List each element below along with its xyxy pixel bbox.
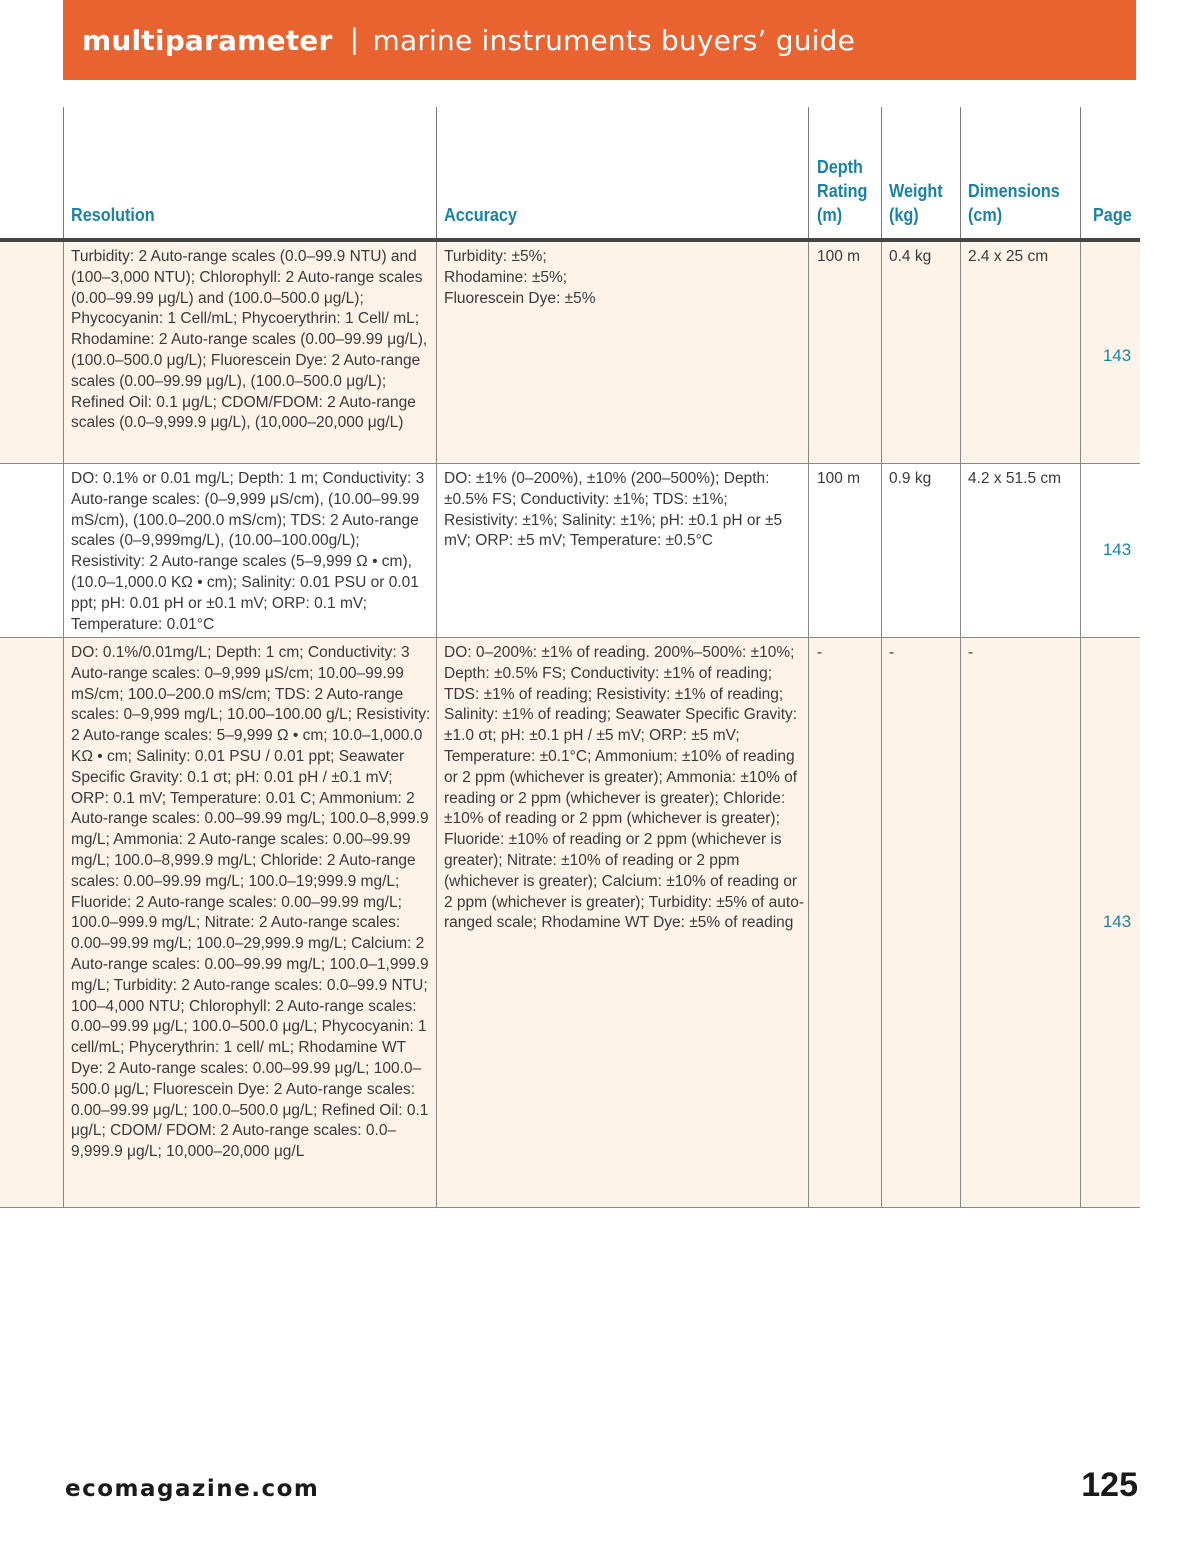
- weight-cell: -: [889, 644, 895, 661]
- depth-cell: -: [817, 644, 823, 661]
- column-header-resolution: Resolution: [71, 205, 155, 225]
- weight-cell: 0.9 kg: [889, 470, 932, 487]
- footer-site: ecomagazine.com: [65, 1476, 320, 1502]
- table-row: [0, 638, 1140, 1208]
- accuracy-cell: DO: 0–200%: ±1% of reading. 200%–500%: ±10%; Depth: ±0.5% FS; Conductivity: ±1% of reading; TDS: ±1% of reading; Resistivity: ±1% of reading; Salinity: ±1% of reading; Seawater Specific Gravity: ±1.0 σt; pH: ±0.1 pH / ±5 mV; ORP: ±5 mV; Temperature: ±0.1°C; Ammonium: ±10% of reading or 2 ppm (whichever is greater); Ammonia: ±10% of reading or 2 ppm (whichever is greater); Chloride: ±10% of reading or 2 ppm (whichever is greater); Fluoride: ±10% of reading or 2 ppm (whichever is greater); Nitrate: ±10% of reading or 2 ppm (whichever is greater); Calcium: ±10% of reading or 2 ppm (whichever is greater); Turbidity: ±5% of auto-ranged scale; Rhodamine WT Dye: ±5% of reading: [444, 644, 804, 932]
- column-header-accuracy: Accuracy: [444, 205, 517, 225]
- dimensions-cell: 2.4 x 25 cm: [968, 248, 1049, 265]
- resolution-cell: DO: 0.1% or 0.01 mg/L; Depth: 1 m; Conductivity: 3 Auto-range scales: (0–9,999 μS/cm), (10.00–99.99 mS/cm), (100.0–200.0 mS/cm); TDS: 2 Auto-range scales (0–9,999mg/L), (10.00–100.00g/L); Resistivity: 2 Auto-range scales (5–9,999 Ω • cm), (10.0–1,000.0 KΩ • cm); Salinity: 0.01 PSU or 0.01 ppt; pH: 0.01 pH or ±0.1 mV; ORP: 0.1 mV; Temperature: 0.01°C: [71, 470, 425, 633]
- table-row: [0, 242, 1140, 464]
- dimensions-cell: -: [968, 644, 974, 661]
- footer-page-number: 125: [1081, 1466, 1138, 1504]
- page-link[interactable]: 143: [1102, 540, 1132, 559]
- column-header-page: Page: [1093, 205, 1132, 225]
- depth-cell: 100 m: [817, 470, 861, 487]
- page-link[interactable]: 143: [1102, 912, 1132, 931]
- spec-table: [0, 107, 1140, 1161]
- column-header-weight: Weight (kg): [889, 181, 943, 225]
- column-header-depth: Depth Rating (m): [817, 157, 868, 225]
- resolution-cell: Turbidity: 2 Auto-range scales (0.0–99.9 NTU) and (100–3,000 NTU); Chlorophyll: 2 Auto-range scales (0.00–99.99 μg/L) and (100.0–500.0 μg/L); Phycocyanin: 1 Cell/mL; Phycoerythrin: 1 Cell/ mL; Rhodamine: 2 Auto-range scales (0.00–99.99 μg/L), (100.0–500.0 μg/L); Fluorescein Dye: 2 Auto-range scales (0.00–99.99 μg/L), (100.0–500.0 μg/L); Refined Oil: 0.1 μg/L; CDOM/FDOM: 2 Auto-range scales (0.0–9,999.9 μg/L), (10,000–20,000 μg/L): [71, 248, 428, 432]
- accuracy-cell: DO: ±1% (0–200%), ±10% (200–500%); Depth: ±0.5% FS; Conductivity: ±1%; TDS: ±1%; Resistivity: ±1%; Salinity: ±1%; pH: ±0.1 pH or ±5 mV; ORP: ±5 mV; Temperature: ±0.5°C: [444, 470, 783, 550]
- depth-cell: 100 m: [817, 248, 861, 265]
- page-link[interactable]: 143: [1102, 346, 1132, 365]
- section-banner: [63, 0, 1136, 80]
- accuracy-cell: Turbidity: ±5%; Rhodamine: ±5%; Fluorescein Dye: ±5%: [444, 248, 596, 307]
- table-row: [0, 464, 1140, 638]
- column-header-dimensions: Dimensions (cm): [968, 181, 1060, 225]
- dimensions-cell: 4.2 x 51.5 cm: [968, 470, 1062, 487]
- guide-title: marine instruments buyers’ guide: [372, 23, 856, 57]
- banner-separator: |: [350, 23, 359, 56]
- weight-cell: 0.4 kg: [889, 248, 932, 265]
- resolution-cell: DO: 0.1%/0.01mg/L; Depth: 1 cm; Conductivity: 3 Auto-range scales: 0–9,999 μS/cm; 10.00–99.99 mS/cm; 100.0–200.0 mS/cm; TDS: 2 Auto-range scales: 0–9,999 mg/L; 10.00–100.00 g/L; Resistivity: 2 Auto-range scales: 5–9,999 Ω • cm; 10.0–1,000.0 KΩ • cm; Salinity: 0.01 PSU / 0.01 ppt; Seawater Specific Gravity: 0.1 σt; pH: 0.01 pH / ±0.1 mV; ORP: 0.1 mV; Temperature: 0.01 C; Ammonium: 2 Auto-range scales: 0.00–99.99 mg/L; 100.0–8,999.9 mg/L; Ammonia: 2 Auto-range scales: 0.00–99.99 mg/L; 100.0–8,999.9 mg/L; Chloride: 2 Auto-range scales: 0.00–99.99 mg/L; 100.0–19;999.9 mg/L; Fluoride: 2 Auto-range scales: 0.00–99.99 mg/L; 100.0–999.9 mg/L; Nitrate: 2 Auto-range scales: 0.00–99.99 mg/L; 100.0–29,999.9 mg/L; Calcium: 2 Auto-range scales: 0.00–99.99 mg/L; 100.0–1,999.9 mg/L; Turbidity: 2 Auto-range scales: 0.0–99.9 NTU; 100–4,000 NTU; Chlorophyll: 2 Auto-range scales: 0.00–99.99 μg/L; 100.0–500.0 μg/L; Phycocyanin: 1 cell/mL; Phycerythrin: 1 cell/ mL; Rhodamine WT Dye: 2 Auto-range scales: 0.00–99.99 μg/L; 100.0–500.0 μg/L; Fluorescein Dye: 2 Auto-range scales: 0.00–99.99 μg/L; 100.0–500.0 μg/L; Refined Oil: 0.1 μg/L; CDOM/ FDOM: 2 Auto-range scales: 0.0–9,999.9 μg/L; 10,000–20,000 μg/L: [71, 644, 431, 1161]
- table-header: [0, 107, 1140, 238]
- section-title: multiparameter: [82, 23, 333, 57]
